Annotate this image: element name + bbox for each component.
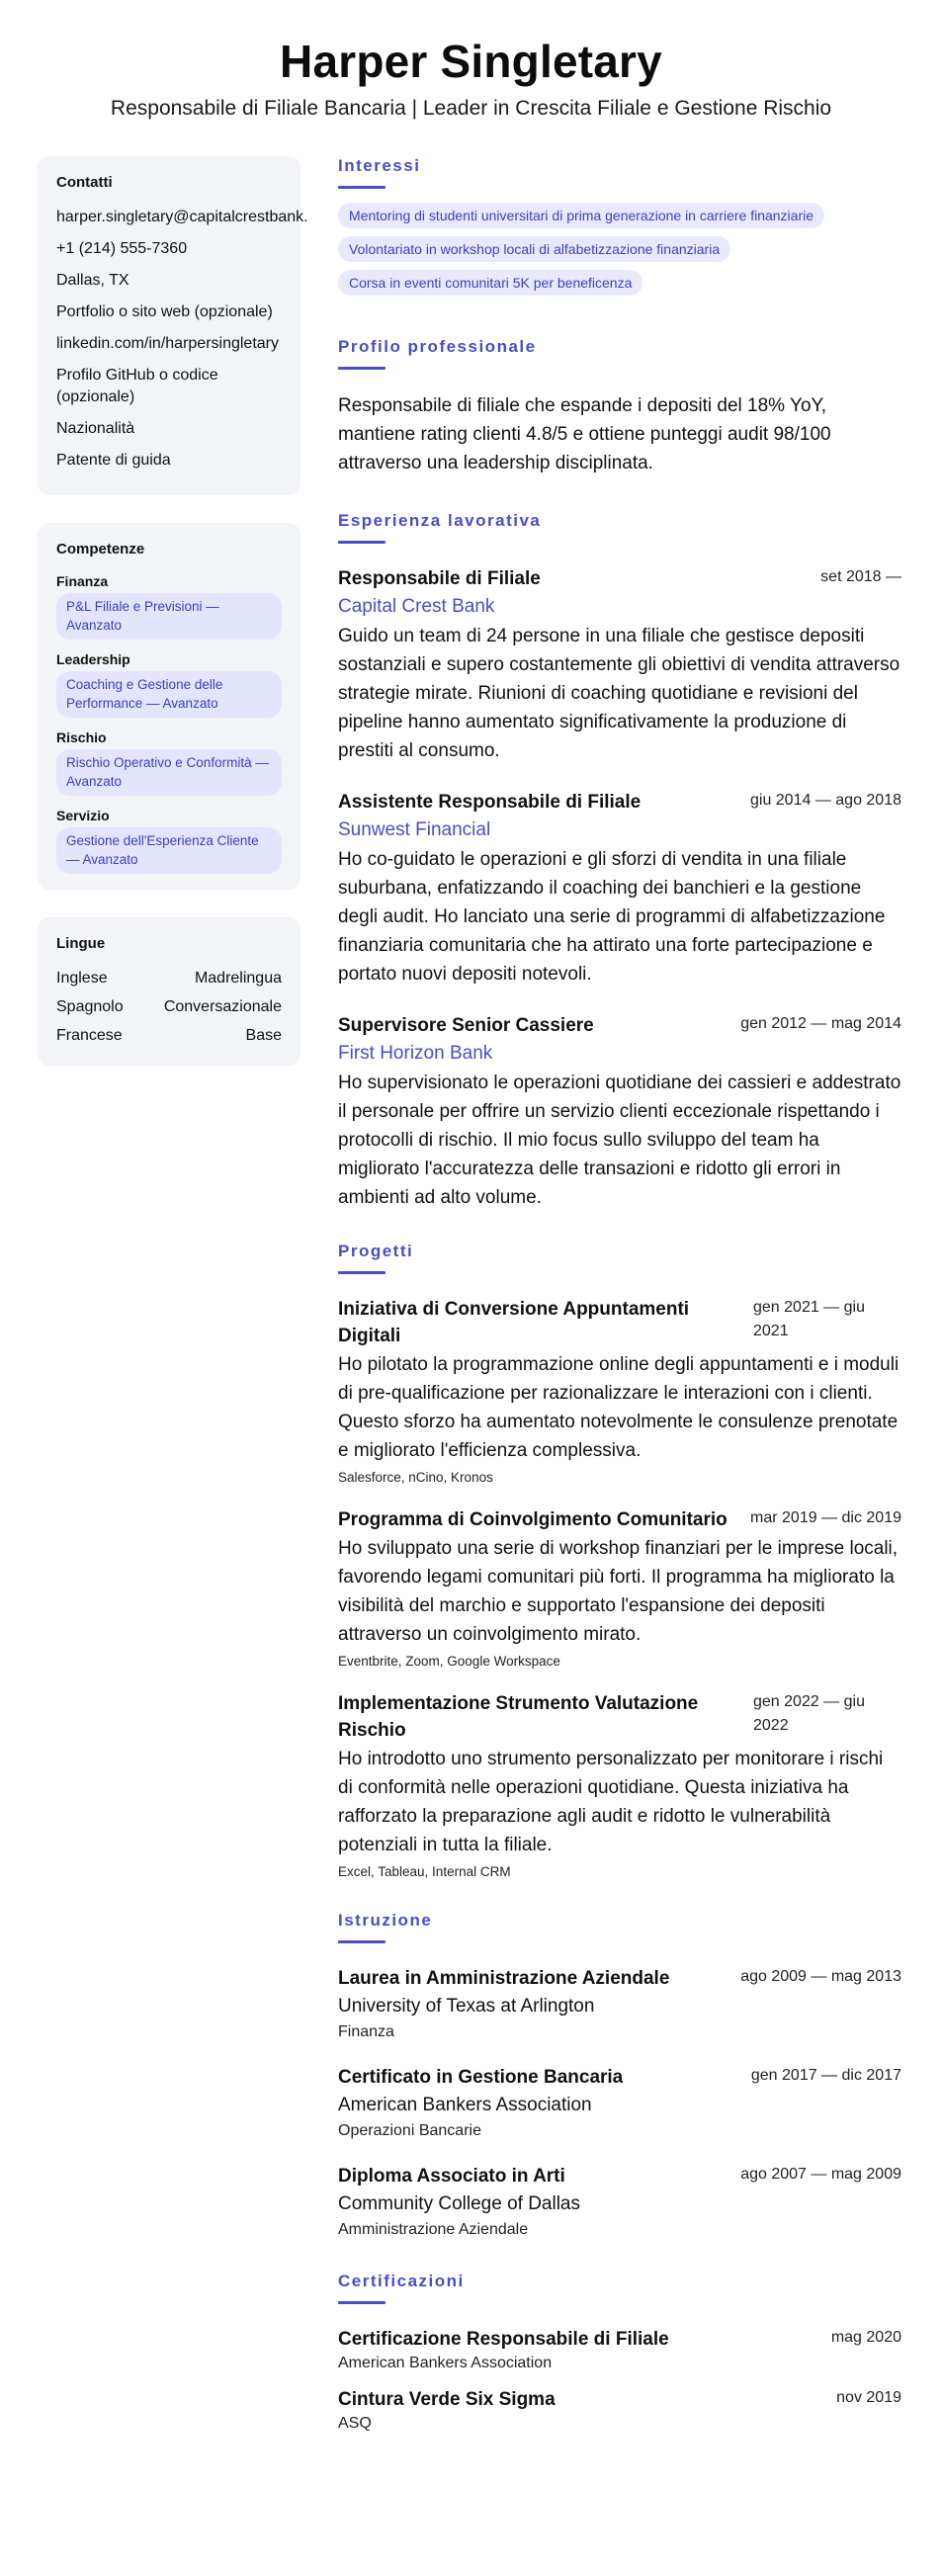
school-name: University of Texas at Arlington — [338, 1996, 595, 2017]
section-title: Istruzione — [338, 1911, 433, 1930]
certification-date: nov 2019 — [836, 2389, 901, 2406]
contact-location: Dallas, TX — [56, 272, 129, 289]
company-name: Capital Crest Bank — [338, 596, 495, 617]
company-name: Sunwest Financial — [338, 819, 491, 840]
education-dates: gen 2017 — dic 2017 — [750, 2067, 901, 2084]
field-of-study: Amministrazione Aziendale — [338, 2221, 529, 2238]
company-name: First Horizon Bank — [338, 1043, 493, 1064]
section-divider — [338, 1940, 385, 1943]
contact-license: Patente di guida — [56, 452, 171, 469]
section-divider — [338, 1271, 385, 1274]
job-dates: set 2018 — — [820, 568, 901, 585]
interest-chip: Corsa in eventi comunitari 5K per beneficenza — [338, 270, 642, 296]
candidate-name: Harper Singletary — [280, 36, 662, 87]
section-divider — [338, 541, 385, 544]
degree-name: Diploma Associato in Arti — [338, 2166, 565, 2187]
field-of-study: Finanza — [338, 2023, 394, 2040]
job-title: Supervisore Senior Cassiere — [338, 1015, 594, 1036]
section-divider — [338, 2301, 385, 2304]
skill-group — [56, 808, 282, 874]
contact-linkedin[interactable]: linkedin.com/in/harpersingletary — [56, 335, 279, 352]
resume-header — [0, 0, 942, 123]
certification-date: mag 2020 — [830, 2329, 901, 2346]
project-entry — [338, 1690, 901, 1881]
certification-issuer: ASQ — [338, 2415, 372, 2432]
skill-group-title: Rischio — [56, 730, 107, 745]
languages-card — [38, 917, 300, 1066]
skills-title: Competenze — [56, 541, 145, 558]
job-dates: gen 2012 — mag 2014 — [740, 1015, 901, 1032]
education-section — [338, 1911, 901, 2242]
language-name: Francese — [56, 1027, 123, 1044]
skill-chip: P&L Filiale e Previsioni — Avanzato — [56, 593, 282, 640]
contact-email[interactable]: harper.singletary@capitalcrestbank. — [56, 209, 308, 225]
certification-issuer: American Bankers Association — [338, 2355, 553, 2371]
education-dates: ago 2009 — mag 2013 — [740, 1968, 901, 1985]
main-column — [338, 156, 901, 2464]
profile-summary: Responsabile di filiale che espande i depositi del 18% YoY, mantiene rating clienti 4.8/5 e ottiene punteggi audit 98/100 attraverso una leadership disciplinata. — [338, 395, 831, 473]
skill-chip: Gestione dell'Esperienza Cliente — Avanzato — [56, 827, 282, 874]
language-row — [56, 1025, 282, 1047]
project-entry — [338, 1296, 901, 1487]
project-tech: Eventbrite, Zoom, Google Workspace — [338, 1654, 560, 1669]
language-level: Madrelingua — [194, 970, 282, 987]
interest-chip: Mentoring di studenti universitari di prima generazione in carriere finanziarie — [338, 203, 824, 228]
profile-section — [338, 337, 901, 477]
interests-section — [338, 156, 901, 303]
degree-name: Laurea in Amministrazione Aziendale — [338, 1968, 670, 1989]
language-row — [56, 996, 282, 1018]
skills-card — [38, 523, 300, 890]
skill-group — [56, 573, 282, 640]
skill-group — [56, 730, 282, 796]
contact-nationality: Nazionalità — [56, 420, 135, 437]
project-description: Ho introdotto uno strumento personalizzato per monitorare i rischi di conformità nelle operazioni quotidiane. Questa iniziativa ha rafforzato la preparazione agli audit e ridotto le vulnerabilità potenziali in tutta la filiale. — [338, 1749, 884, 1855]
language-level: Base — [245, 1027, 282, 1044]
project-dates: gen 2021 — giu 2021 — [753, 1299, 865, 1339]
project-description: Ho pilotato la programmazione online degli appuntamenti e i moduli di pre-qualificazione per razionalizzare le interazioni con i clienti. Questo sforzo ha aumentato notevolmente le consulenze prenotate e migliorato l'efficienza complessiva. — [338, 1354, 899, 1461]
skill-group-title: Leadership — [56, 651, 130, 667]
job-description: Ho co-guidato le operazioni e gli sforzi di vendita in una filiale suburbana, enfatizzando il coaching dei banchieri e la gestione degli audit. Ho lanciato una serie di programmi di alfabetizzazione finanziaria comunitaria che ha attirato una forte partecipazione e portato nuovi depositi notevoli. — [338, 849, 886, 985]
section-title: Esperienza lavorativa — [338, 511, 542, 530]
job-dates: giu 2014 — ago 2018 — [749, 792, 901, 809]
contacts-card — [38, 156, 308, 495]
skill-group — [56, 651, 282, 718]
education-entry — [338, 2163, 901, 2242]
project-name: Iniziativa di Conversione Appuntamenti Digitali — [338, 1299, 690, 1346]
school-name: American Bankers Association — [338, 2095, 592, 2115]
sidebar — [38, 156, 308, 1093]
languages-title: Lingue — [56, 935, 106, 952]
language-name: Inglese — [56, 970, 108, 987]
project-tech: Salesforce, nCino, Kronos — [338, 1470, 493, 1485]
education-dates: ago 2007 — mag 2009 — [740, 2166, 901, 2183]
project-name: Implementazione Strumento Valutazione Rischio — [338, 1693, 699, 1741]
education-entry — [338, 2064, 901, 2143]
section-title: Certificazioni — [338, 2272, 465, 2290]
contact-github[interactable]: Profilo GitHub o codice (opzionale) — [56, 367, 218, 405]
skill-group-title: Finanza — [56, 573, 109, 589]
candidate-headline: Responsabile di Filiale Bancaria | Leader in Crescita Filiale e Gestione Rischio — [110, 97, 832, 120]
section-title: Progetti — [338, 1242, 414, 1260]
skill-chip: Rischio Operativo e Conformità — Avanzato — [56, 749, 282, 796]
section-divider — [338, 367, 385, 370]
certification-name: Certificazione Responsabile di Filiale — [338, 2329, 669, 2350]
certification-entry — [338, 2386, 901, 2435]
section-title: Interessi — [338, 156, 421, 175]
experience-entry — [338, 565, 901, 765]
certification-name: Cintura Verde Six Sigma — [338, 2389, 556, 2410]
section-title: Profilo professionale — [338, 337, 537, 356]
language-name: Spagnolo — [56, 998, 124, 1015]
contact-phone[interactable]: +1 (214) 555-7360 — [56, 240, 188, 257]
interests-list — [338, 203, 901, 303]
certifications-section — [338, 2272, 901, 2435]
experience-entry — [338, 1012, 901, 1212]
experience-entry — [338, 789, 901, 988]
project-dates: gen 2022 — giu 2022 — [753, 1693, 865, 1734]
projects-section — [338, 1242, 901, 1881]
job-title: Responsabile di Filiale — [338, 568, 541, 589]
job-description: Guido un team di 24 persone in una filiale che gestisce depositi sostanziali e supero costantemente gli obiettivi di vendita attraverso strategie mirate. Riunioni di coaching quotidiane e revisioni del pipeline hanno aumentato significativamente la produzione di prestiti al consumo. — [338, 626, 900, 761]
skill-group-title: Servizio — [56, 808, 110, 823]
project-tech: Excel, Tableau, Internal CRM — [338, 1864, 511, 1879]
contact-portfolio[interactable]: Portfolio o sito web (opzionale) — [56, 303, 273, 320]
school-name: Community College of Dallas — [338, 2193, 580, 2214]
field-of-study: Operazioni Bancarie — [338, 2122, 481, 2139]
language-row — [56, 968, 282, 989]
language-level: Conversazionale — [163, 998, 282, 1015]
project-name: Programma di Coinvolgimento Comunitario — [338, 1509, 728, 1530]
degree-name: Certificato in Gestione Bancaria — [338, 2067, 624, 2088]
education-entry — [338, 1965, 901, 2044]
section-divider — [338, 186, 385, 189]
experience-section — [338, 511, 901, 1212]
interest-chip: Volontariato in workshop locali di alfabetizzazione finanziaria — [338, 236, 730, 262]
job-description: Ho supervisionato le operazioni quotidiane dei cassieri e addestrato il personale per offrire un servizio clienti eccezionale rispettando i protocolli di rischio. Il mio focus sullo sviluppo del team ha migliorato l'accuratezza delle transazioni e ridotto gli errori in ambienti ad alto volume. — [338, 1073, 901, 1208]
job-title: Assistente Responsabile di Filiale — [338, 792, 642, 813]
project-description: Ho sviluppato una serie di workshop finanziari per le imprese locali, favorendo legami comunitari più forti. Il programma ha migliorato la visibilità del marchio e supportato l'espansione dei depositi attraverso un coinvolgimento mirato. — [338, 1538, 899, 1645]
project-entry — [338, 1506, 901, 1671]
certification-entry — [338, 2326, 901, 2374]
skill-chip: Coaching e Gestione delle Performance — Avanzato — [56, 671, 282, 718]
project-dates: mar 2019 — dic 2019 — [750, 1509, 901, 1526]
contacts-title: Contatti — [56, 174, 113, 191]
